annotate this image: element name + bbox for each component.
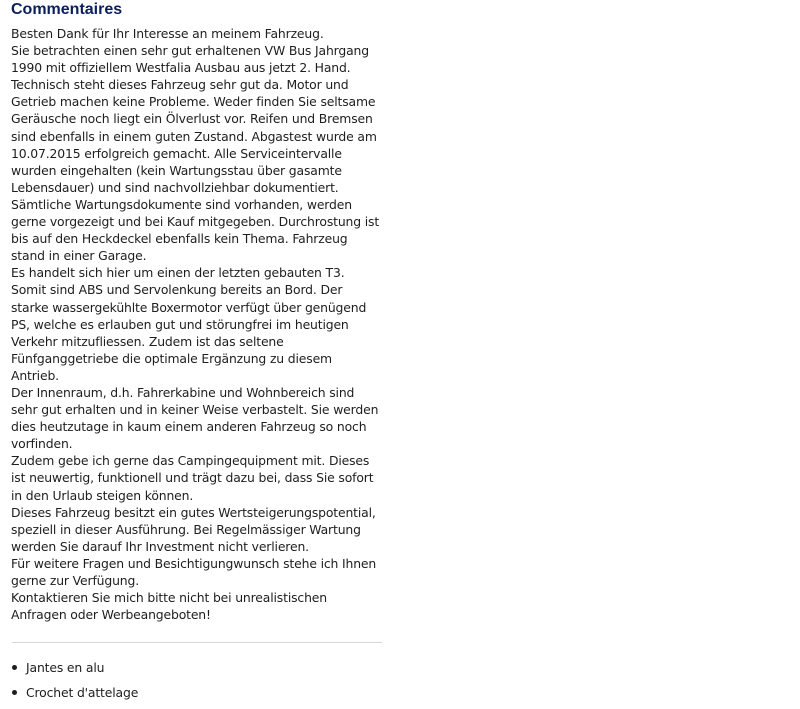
comment-paragraph: Zudem gebe ich gerne das Campingequipment mit. Dieses ist neuwertig, funktionell und trägt dazu bei, dass Sie sofort in den Urlaub steigen können.: [11, 453, 374, 503]
comment-paragraph: Es handelt sich hier um einen der letzten gebauten T3. Somit sind ABS und Servolenkung bereits an Bord. Der starke wassergekühlte Boxermotor verfügt über genügend PS, welche es erlauben gut und störungfrei im heutigen Verkehr mitzufliessen. Zudem ist das seltene Fünfganggetriebe die optimale Ergänzung zu diesem Antrieb.: [11, 265, 367, 383]
comment-paragraph: Kontaktieren Sie mich bitte nicht bei unrealistischen Anfragen oder Werbeangeboten!: [11, 590, 327, 623]
comment-paragraph: Dieses Fahrzeug besitzt ein gutes Wertsteigerungspotential, speziell in dieser Ausführung. Bei Regelmässiger Wartung werden Sie darauf Ihr Investment nicht verlieren.: [11, 504, 376, 554]
feature-label: Crochet d'attelage: [26, 685, 139, 701]
comments-section: [11, 0, 383, 709]
feature-label: Jantes en alu: [26, 660, 105, 676]
section-divider: [12, 642, 382, 643]
bullet-dot-icon: [12, 690, 17, 695]
feature-item: [11, 684, 383, 701]
comment-paragraph: Besten Dank für Ihr Interesse an meinem Fahrzeug.: [11, 26, 324, 41]
comment-paragraph: Sie betrachten einen sehr gut erhaltenen VW Bus Jahrgang 1990 mit offiziellem Westfalia Ausbau aus jetzt 2. Hand. Technisch steht dieses Fahrzeug sehr gut da. Motor und Getrieb machen keine Probleme. Weder finden Sie seltsame Geräusche noch liegt ein Ölverlust vor. Reifen und Bremsen sind ebenfalls in einem guten Zustand. Abgastest wurde am 10.07.2015 erfolgreich gemacht. Alle Serviceintervalle wurden eingehalten (kein Wartungsstau über gasamte Lebensdauer) und sind nachvollziehbar dokumentiert. Sämtliche Wartungsdokumente sind vorhanden, werden gerne vorgezeigt und bei Kauf mitgegeben. Durchrostung ist bis auf den Heckdeckel ebenfalls kein Thema. Fahrzeug stand in einer Garage.: [11, 43, 380, 264]
comment-body: [11, 25, 383, 623]
comment-paragraph: Der Innenraum, d.h. Fahrerkabine und Wohnbereich sind sehr gut erhalten und in keiner Weise verbastelt. Sie werden dies heutzutage in kaum einem anderen Fahrzeug so noch vorfinden.: [11, 384, 379, 452]
comment-paragraph: Für weitere Fragen und Besichtigungwunsch stehe ich Ihnen gerne zur Verfügung.: [11, 555, 377, 588]
section-title: Commentaires: [11, 1, 123, 18]
bullet-dot-icon: [12, 665, 17, 670]
features-list: [11, 659, 383, 701]
feature-item: [11, 659, 383, 676]
